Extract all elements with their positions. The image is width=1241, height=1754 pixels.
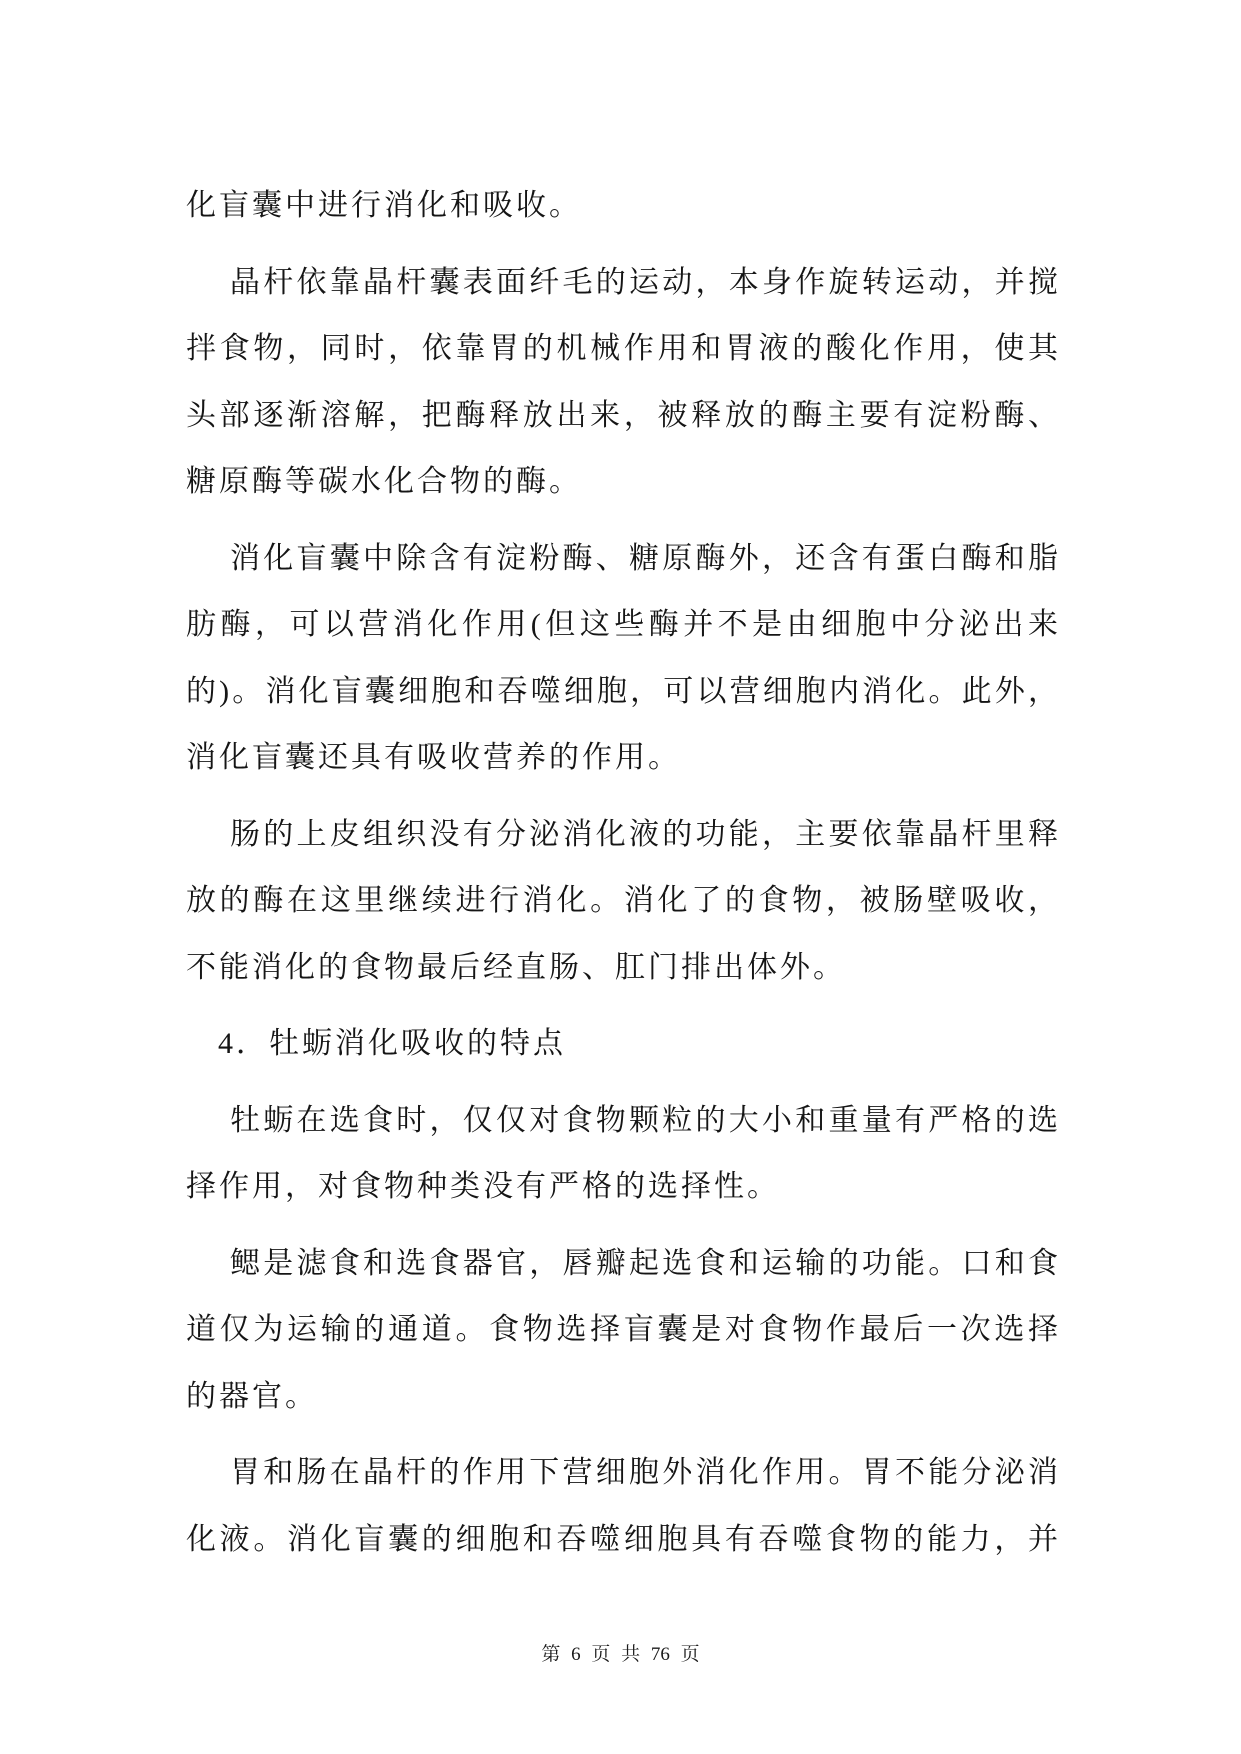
text-line: 鳃是滤食和选食器官，唇瓣起选食和运输的功能。口和食 (230, 1246, 1061, 1280)
total-pages-number: 76 (650, 1644, 670, 1665)
paragraph (186, 1231, 1061, 1431)
page-footer (0, 1643, 1241, 1667)
text-line: 头部逐渐溶解，把酶释放出来，被释放的酶主要有淀粉酶、 (186, 398, 1061, 432)
section-number: 4． (218, 1027, 269, 1060)
document-body (186, 173, 1061, 1583)
footer-label-suffix: 页 (680, 1644, 700, 1665)
footer-label-total: 共 (621, 1644, 641, 1665)
text-line: 消化盲囊中除含有淀粉酶、糖原酶外，还含有蛋白酶和脂 (230, 541, 1061, 575)
paragraph (186, 526, 1061, 792)
footer-label-page: 页 (591, 1644, 611, 1665)
text-line: 胃和肠在晶杆的作用下营细胞外消化作用。胃不能分泌消 (230, 1456, 1061, 1489)
paragraph (186, 802, 1061, 1002)
text-line: 的)。消化盲囊细胞和吞噬细胞，可以营细胞内消化。此外， (186, 674, 1061, 708)
paragraph (186, 1440, 1061, 1573)
text-line: 糖原酶等碳水化合物的酶。 (186, 465, 582, 498)
footer-label-prefix: 第 (541, 1644, 561, 1665)
text-line: 化盲囊中进行消化和吸收。 (186, 189, 582, 222)
current-page-number: 6 (571, 1644, 581, 1665)
text-line: 肠的上皮组织没有分泌消化液的功能，主要依靠晶杆里释 (230, 817, 1061, 851)
paragraph (186, 1088, 1061, 1221)
section-title: 牡蛎消化吸收的特点 (269, 1027, 566, 1060)
paragraph (186, 173, 1061, 240)
text-line: 消化盲囊还具有吸收营养的作用。 (186, 741, 681, 774)
text-line: 道仅为运输的通道。食物选择盲囊是对食物作最后一次选择 (186, 1313, 1061, 1346)
section-heading (186, 1011, 1061, 1078)
text-line: 晶杆依靠晶杆囊表面纤毛的运动，本身作旋转运动，并搅 (230, 265, 1061, 299)
text-line: 的器官。 (186, 1379, 318, 1413)
text-line: 放的酶在这里继续进行消化。消化了的食物，被肠壁吸收， (186, 884, 1061, 917)
text-line: 择作用，对食物种类没有严格的选择性。 (186, 1170, 780, 1203)
text-line: 拌食物，同时，依靠胃的机械作用和胃液的酸化作用，使其 (186, 332, 1061, 365)
paragraph (186, 250, 1061, 516)
text-line: 牡蛎在选食时，仅仅对食物颗粒的大小和重量有严格的选 (230, 1103, 1061, 1137)
text-line: 肪酶，可以营消化作用(但这些酶并不是由细胞中分泌出来 (186, 608, 1061, 641)
text-line: 不能消化的食物最后经直肠、肛门排出体外。 (186, 950, 846, 984)
text-line: 化液。消化盲囊的细胞和吞噬细胞具有吞噬食物的能力，并 (186, 1522, 1061, 1556)
